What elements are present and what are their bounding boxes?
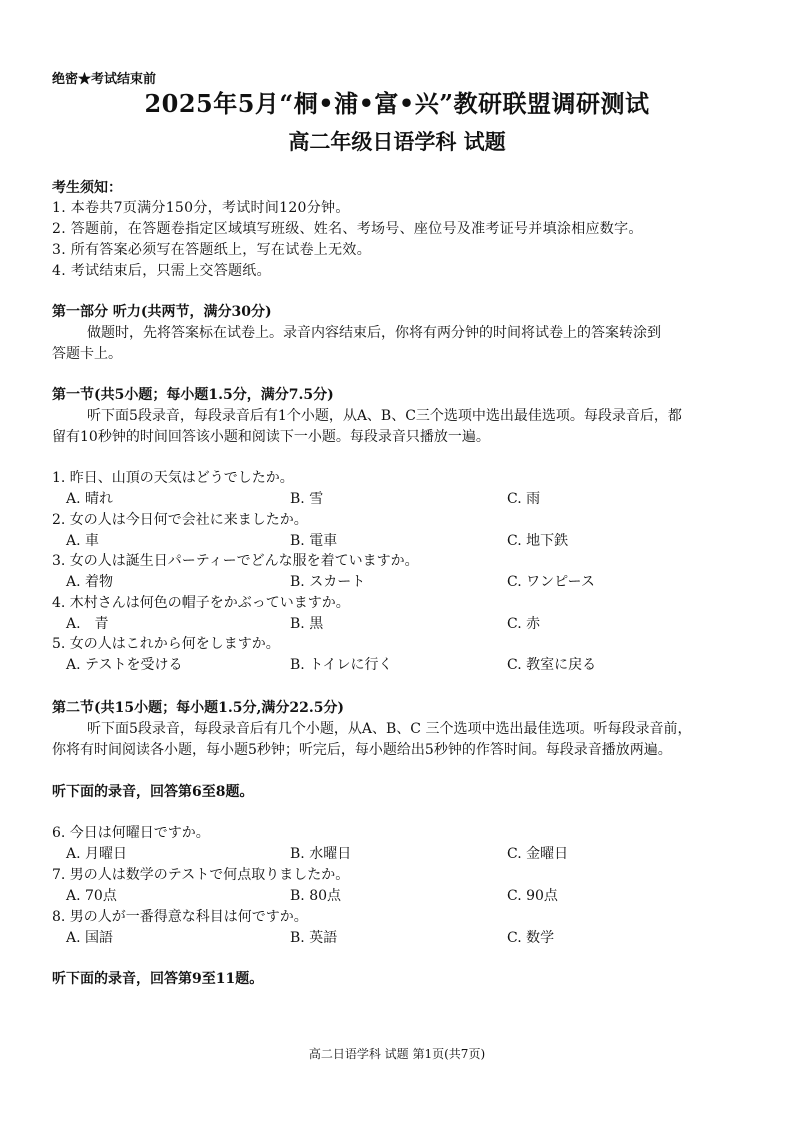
section1-heading: 第一节(共5小题；每小题1.5分，满分7.5分) — [52, 387, 334, 403]
part1-heading: 第一部分 听力(共两节，满分30分) — [52, 304, 272, 320]
confidential-label: 绝密★考试结束前 — [52, 72, 157, 87]
option-a: A. テストを受ける — [66, 657, 183, 673]
notice-heading: 考生须知： — [52, 180, 122, 196]
exam-title: 2025年5月“桐•浦•富•兴”教研联盟调研测试 — [144, 89, 650, 118]
question-7: 7. 男の人は数学のテストで何点取りましたか。 — [52, 867, 350, 883]
question-5: 5. 女の人はこれから何をしますか。 — [52, 636, 280, 652]
section2-instruction-line1: 听下面5段录音，每段录音后有几个小题，从A、B、C 三个选项中选出最佳选项。听每段录音前， — [87, 721, 692, 737]
group-heading-6-8: 听下面的录音，回答第6至8题。 — [52, 784, 254, 800]
question-4: 4. 木村さんは何色の帽子をかぶっていますか。 — [52, 595, 350, 611]
option-a: A. 晴れ — [66, 491, 114, 507]
question-1: 1. 昨日、山頂の天気はどうでしたか。 — [52, 470, 294, 486]
notice-item: 4. 考试结束后，只需上交答题纸。 — [52, 263, 271, 279]
option-a: A. 車 — [66, 533, 100, 549]
option-b: B. 雪 — [290, 491, 324, 507]
option-c: C. ワンピース — [507, 574, 595, 590]
option-b: B. 水曜日 — [290, 846, 352, 862]
question-6: 6. 今日は何曜日ですか。 — [52, 825, 210, 841]
question-8: 8. 男の人が一番得意な科目は何ですか。 — [52, 909, 308, 925]
section1-instruction-line2: 留有10秒钟的时间回答该小题和阅读下一小题。每段录音只播放一遍。 — [52, 429, 490, 445]
part1-instruction-line1: 做题时，先将答案标在试卷上。录音内容结束后，你将有两分钟的时间将试卷上的答案转涂到 — [87, 325, 661, 341]
option-c: C. 雨 — [507, 491, 541, 507]
option-a: A. 着物 — [66, 574, 114, 590]
option-c: C. 数学 — [507, 930, 555, 946]
option-b: B. 電車 — [290, 533, 338, 549]
option-c: C. 金曜日 — [507, 846, 569, 862]
option-b: B. 英語 — [290, 930, 338, 946]
option-a: A. 青 — [66, 616, 109, 632]
section1-instruction-line1: 听下面5段录音，每段录音后有1个小题，从A、B、C三个选项中选出最佳选项。每段录音后，都 — [87, 408, 682, 424]
option-b: B. トイレに行く — [290, 657, 393, 673]
option-c: C. 90点 — [507, 888, 558, 904]
option-c: C. 地下鉄 — [507, 533, 569, 549]
notice-item: 2. 答题前，在答题卷指定区域填写班级、姓名、考场号、座位号及准考证号并填涂相应数字。 — [52, 221, 643, 237]
option-a: A. 国語 — [66, 930, 114, 946]
option-b: B. 80点 — [290, 888, 342, 904]
question-3: 3. 女の人は誕生日パーティーでどんな服を着ていますか。 — [52, 553, 419, 569]
option-a: A. 70点 — [66, 888, 117, 904]
option-a: A. 月曜日 — [66, 846, 128, 862]
section2-instruction-line2: 你将有时间阅读各小题，每小题5秒钟；听完后，每小题给出5秒钟的作答时间。每段录音播放两遍。 — [52, 742, 672, 758]
notice-item: 1. 本卷共7页满分150分，考试时间120分钟。 — [52, 200, 350, 216]
option-b: B. 黒 — [290, 616, 324, 632]
notice-item: 3. 所有答案必须写在答题纸上，写在试卷上无效。 — [52, 242, 372, 258]
group-heading-9-11: 听下面的录音，回答第9至11题。 — [52, 971, 264, 987]
page-footer: 高二日语学科 试题 第1页(共7页) — [308, 1047, 486, 1061]
part1-instruction-line2: 答题卡上。 — [52, 346, 122, 362]
option-b: B. スカート — [290, 574, 366, 590]
exam-subtitle: 高二年级日语学科 试题 — [288, 129, 506, 154]
option-c: C. 赤 — [507, 616, 541, 632]
section2-heading: 第二节(共15小题；每小题1.5分,满分22.5分) — [52, 700, 345, 716]
option-c: C. 教室に戻る — [507, 657, 597, 673]
question-2: 2. 女の人は今日何で会社に来ましたか。 — [52, 512, 308, 528]
